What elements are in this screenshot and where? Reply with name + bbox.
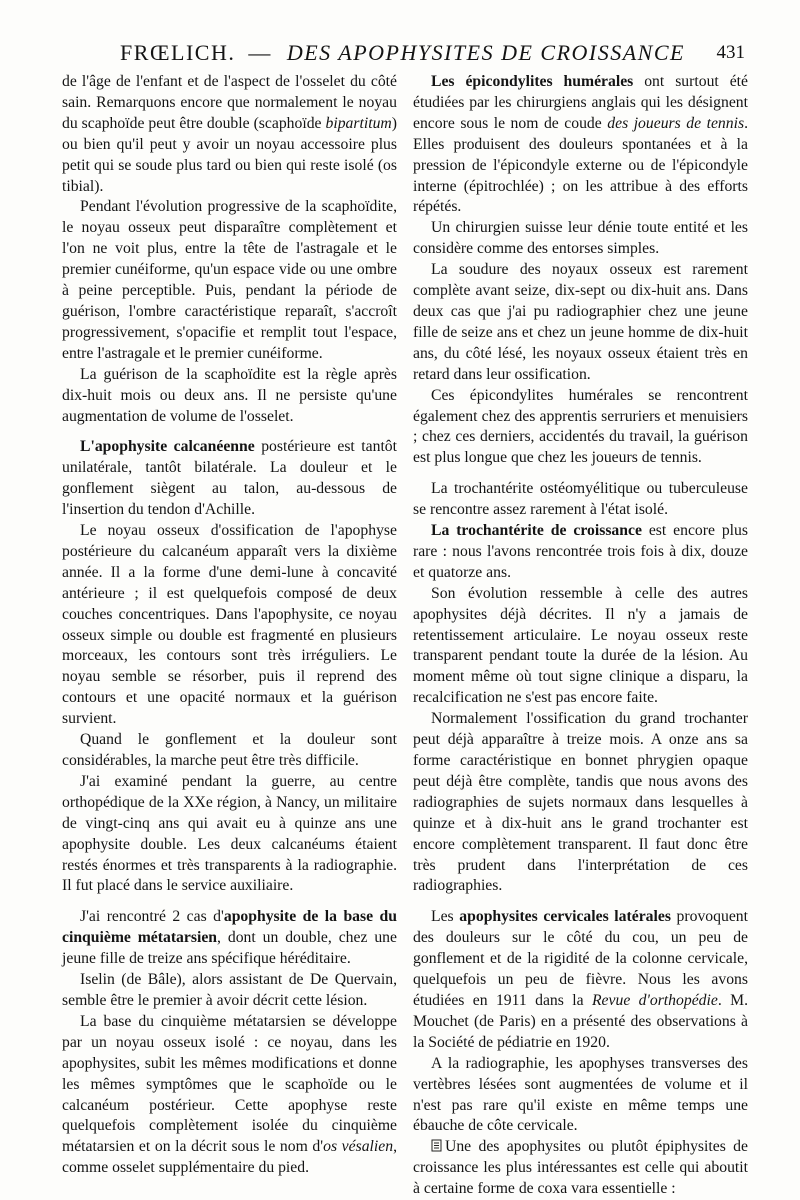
running-title [120, 40, 685, 66]
section-term: L'apophysite calcanéenne [80, 438, 255, 456]
section-term: apophysites cervicales latérales [459, 908, 671, 926]
paragraph: Pendant l'évolution progressive de la scaphoïdite, le noyau osseux peut disparaître complètement et l'on ne voit plus, entre la tête de l'astragale et le premier cunéiforme, qu'un espace vide ou une ombre à peine perceptible. Puis, pendant la période de guérison, l'ombre caractéristique reparaît, s'accroît progressivement, s'opacifie et remplit tout l'espace, entre l'astragale et le premier cunéiforme. [62, 198, 397, 362]
paragraph: La soudure des noyaux osseux est rarement complète avant seize, dix-sept ou dix-huit ans. Dans deux cas que j'ai pu radiographier chez une jeune fille de seize ans et chez un jeune homme de dix-huit ans, du côté lésé, les noyaux osseux étaient très en retard dans leur ossification. [413, 261, 748, 383]
article-title: DES APOPHYSITES DE CROISSANCE [286, 40, 685, 65]
paragraph: Une des apophysites ou plutôt épiphysites de croissance les plus intéressantes est celle qui aboutit à certaine forme de coxa vara essentielle : [413, 1138, 748, 1198]
paragraph: Iselin (de Bâle), alors assistant de De Quervain, semble être le premier à avoir décrit cette lésion. [62, 971, 397, 1009]
left-column [62, 72, 397, 1179]
paragraph: Son évolution ressemble à celle des autres apophysites déjà décrites. Il n'y a jamais de retentissement articulaire. Le noyau osseux reste transparent pendant toute la durée de la lésion. Au moment même où tout signe clinique a disparu, la recalcification ne s'est pas encore faite. [413, 584, 748, 707]
paragraph: J'ai examiné pendant la guerre, au centre orthopédique de la XXe région, à Nancy, un militaire de vingt-cinq ans qui avait eu à quinze ans une apophysite double. Les deux calcanéums étaient restés énormes et très transparents à la radiographie. Il fut placé dans le service auxiliaire. [62, 772, 397, 895]
section-term: Les épicondylites humérales [431, 73, 634, 90]
paragraph: J'ai rencontré 2 cas d'apophysite de la base du cinquième métatarsien, dont un double, chez une jeune fille de treize ans spécifique héréditaire. [62, 908, 397, 968]
paragraph: de l'âge de l'enfant et de l'aspect de l'osselet du côté sain. Remarquons encore que normalement le noyau du scaphoïde peut être double (scaphoïde bipartitum) ou bien qu'il peut y avoir un noyau accessoire plus petit qui se soude plus tard ou bien qui reste isolé (os tibial). [62, 73, 397, 195]
paragraph: A la radiographie, les apophyses transverses des vertèbres lésées sont augmentées de volume et il n'est pas rare qu'il existe en même temps une ébauche de côte cervicale. [413, 1054, 748, 1135]
paragraph: Le noyau osseux d'ossification de l'apophyse postérieure du calcanéum apparaît vers la dixième année. Il a la forme d'une demi-lune à concavité antérieure ; il est quelquefois composé de deux couches concentriques. Dans l'apophysite, ce noyau osseux simple ou double est fragmenté en plusieurs morceaux, les contours sont très irréguliers. Le noyau semble se résorber, puis il reprend des contours et une opacité normaux et la guérison survient. [62, 522, 397, 728]
paragraph: L'apophysite calcanéenne postérieure est tantôt unilatérale, tantôt bilatérale. La douleur et le gonflement siègent au talon, au-dessous de l'insertion du tendon d'Achille. [62, 438, 397, 519]
title-dash: — [248, 40, 272, 65]
author-name: FRŒLICH. [120, 40, 236, 65]
paragraph: Les épicondylites humérales ont surtout été étudiées par les chirurgiens anglais qui les désignent encore sous le nom de coude des joueurs de tennis. Elles produisent des douleurs spontanées et à la pression de l'épicondyle externe ou de l'épicondyle interne (épitrochlée) ; on les attribue à des efforts répétés. [413, 73, 748, 216]
page-number: 431 [716, 42, 745, 63]
paragraph: Normalement l'ossification du grand trochanter peut déjà apparaître à treize mois. A onze ans sa forme caractéristique en bonnet phrygien opaque peut déjà être complète, tandis que nous avons des radiographies de sujets normaux dans lesquelles à quinze et à dix-huit ans le grand trochanter est encore complètement transparent. Il faut donc être très prudent dans l'interprétation de ces radiographies. [413, 710, 748, 895]
paragraph: Quand le gonflement et la douleur sont considérables, la marche peut être très difficile. [62, 731, 397, 769]
section-term: La trochantérite de croissance [431, 522, 642, 540]
right-column [413, 72, 748, 1200]
paragraph: Ces épicondylites humérales se rencontrent également chez des apprentis serruriers et menuisiers ; chez ces derniers, accidentés du travail, la guérison est plus longue que chez les joueurs de tennis. [413, 386, 748, 467]
section-term: apophysite de la base du cinquième métatarsien [62, 908, 397, 947]
paragraph: Les apophysites cervicales latérales provoquent des douleurs sur le côté du cou, un peu de gonflement et de la rigidité de la colonne cervicale, quelquefois un peu de fièvre. Nous les avons étudiées en 1911 dans la Revue d'orthopédie. M. Mouchet (de Paris) en a présenté des observations à la Société de pédiatrie en 1920. [413, 908, 749, 1051]
paragraph: La trochantérite de croissance est encore plus rare : nous l'avons rencontrée trois fois à dix, douze et quatorze ans. [413, 522, 748, 581]
paragraph: La guérison de la scaphoïdite est la règle après dix-huit mois ou deux ans. Il ne persiste qu'une augmentation de volume de l'osselet. [62, 365, 397, 425]
paragraph: La trochantérite ostéomyélitique ou tuberculeuse se rencontre assez rarement à l'état isolé. [413, 480, 748, 519]
paragraph: La base du cinquième métatarsien se développe par un noyau osseux isolé : ce noyau, dans les apophysites, subit les mêmes modifications et donne les mêmes symptômes que le scaphoïde ou le calcanéum postérieur. Cette apophyse reste quelquefois complètement isolée du cinquième métatarsien et on la décrit sous le nom d'os vésalien, comme osselet supplémentaire du pied. [62, 1012, 397, 1177]
paragraph: Un chirurgien suisse leur dénie toute entité et les considère comme des entorses simples. [413, 219, 748, 258]
